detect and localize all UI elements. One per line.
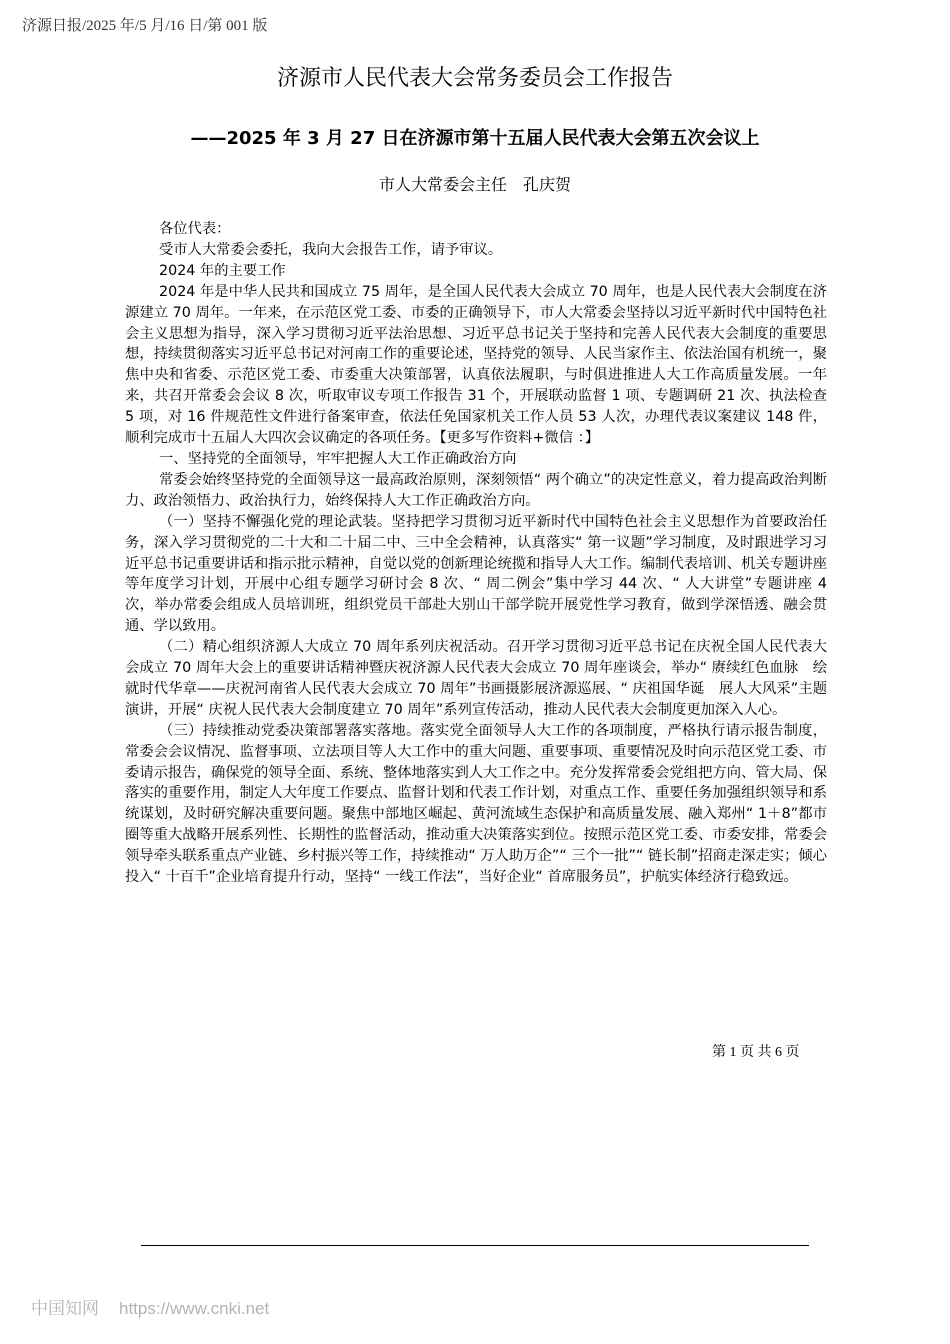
report-title: 济源市人民代表大会常务委员会工作报告: [276, 66, 673, 91]
section-heading-main-work: 2024 年的主要工作: [159, 262, 286, 279]
footer-divider: [141, 1245, 809, 1246]
paragraph: （三）持续推动党委决策部署落实落地。落实党全面领导人大工作的各项制度，严格执行请示报告制度，常委会会议情况、监督事项、立法项目等人大工作中的重大问题、重要事项、重要情况及时向示范区党工委、市委请示报告，确保党的领导全面、系统、整体地落实到人大工作之中。充分发挥常委会党组把方向、管大局、保落实的重要作用，制定人大年度工作要点、监督计划和代表工作计划，对重点工作、重要任务加强组织领导和系统谋划，及时研究解决重要问题。聚焦中部地区崛起、黄河流域生态保护和高质量发展、融入郑州“ 1＋8”都市圈等重大战略开展系列性、长期性的监督活动，推动重大决策落实到位。按照示范区党工委、市委安排，常委会领导牵头联系重点产业链、乡村振兴等工作，持续推动“ 万人助万企”“ 三个一批”“ 链长制”招商走深走实；倾心投入“ 十百千”企业培育提升行动，坚持“ 一线工作法”，当好企业“ 首席服务员”，护航实体经济行稳致远。: [125, 722, 827, 886]
body-text: [125, 219, 827, 888]
paragraph: （二）精心组织济源人大成立 70 周年系列庆祝活动。召开学习贯彻习近平总书记在庆祝全国人民代表大会成立 70 周年大会上的重要讲话精神暨庆祝济源人民代表大会成立 70 周年座谈会，举办“ 赓续红色血脉 绘就时代华章——庆祝河南省人民代表大会成立 70 周年”书画摄影展济源巡展、“ 庆祖国华诞 展人大风采”主题演讲，开展“ 庆祝人民代表大会制度建立 70 周年”系列宣传活动，推动人民代表大会制度更加深入人心。: [125, 639, 827, 718]
page-number: 第 1 页 共 6 页: [712, 1045, 800, 1060]
paragraph: 2024 年是中华人民共和国成立 75 周年，是全国人民代表大会成立 70 周年，也是人民代表大会制度在济源建立 70 周年。一年来，在示范区党工委、市委的正确领导下，市人大常委会坚持以习近平新时代中国特色社会主义思想为指导，深入学习贯彻习近平法治思想、习近平总书记关于坚持和完善人民代表大会制度的重要思想，持续贯彻落实习近平总书记对河南工作的重要论述，坚持党的领导、人民当家作主、依法治国有机统一，聚焦中央和省委、示范区党工委、市委重大决策部署，认真依法履职，与时俱进推进人大工作高质量发展。一年来，共召开常委会会议 8 次，听取审议专项工作报告 31 个，开展联动监督 1 项、专题调研 21 次、执法检查 5 项，对 16 件规范性文件进行备案审查，依法任免国家机关工作人员 53 人次，办理代表议案建议 148 件，顺利完成市十五届人大四次会议确定的各项任务。【更多写作资料+微信 ：】: [125, 283, 827, 447]
paragraph-intro: 受市人大常委会委托，我向大会报告工作，请予审议。: [159, 241, 503, 258]
paragraph: （一）坚持不懈强化党的理论武装。坚持把学习贯彻习近平新时代中国特色社会主义思想作为首要政治任务，深入学习贯彻党的二十大和二十届二中、三中全会精神，认真落实“ 第一议题”学习制度，及时跟进学习习近平总书记重要讲话和指示批示精神，自觉以党的创新理论统揽和指导人大工作。编制代表培训、机关专题讲座等年度学习计划，开展中心组专题学习研讨会 8 次、“ 周二例会”集中学习 44 次、“ 人大讲堂”专题讲座 4 次，举办常委会组成人员培训班，组织党员干部赴大别山干部学院开展党性学习教育，做到学深悟透、融会贯通、学以致用。: [125, 513, 827, 635]
source-line: 济源日报/2025 年/5 月/16 日/第 001 版: [22, 18, 268, 34]
paragraph-salutation: 各位代表：: [159, 221, 231, 237]
watermark-url: https://www.cnki.net: [119, 1299, 270, 1318]
paragraph: 常委会始终坚持党的全面领导这一最高政治原则，深刻领悟“ 两个确立”的决定性意义，着力提高政治判断力、政治领悟力、政治执行力，始终保持人大工作正确政治方向。: [125, 471, 827, 509]
report-subtitle: ——2025 年 3 月 27 日在济源市第十五届人民代表大会第五次会议上: [190, 128, 760, 149]
watermark: [31, 1294, 269, 1319]
section-heading: 一、坚持党的全面领导，牢牢把握人大工作正确政治方向: [159, 450, 517, 467]
author-line: 市人大常委会主任 孔庆贺: [378, 175, 571, 194]
watermark-brand: 中国知网: [31, 1299, 99, 1319]
